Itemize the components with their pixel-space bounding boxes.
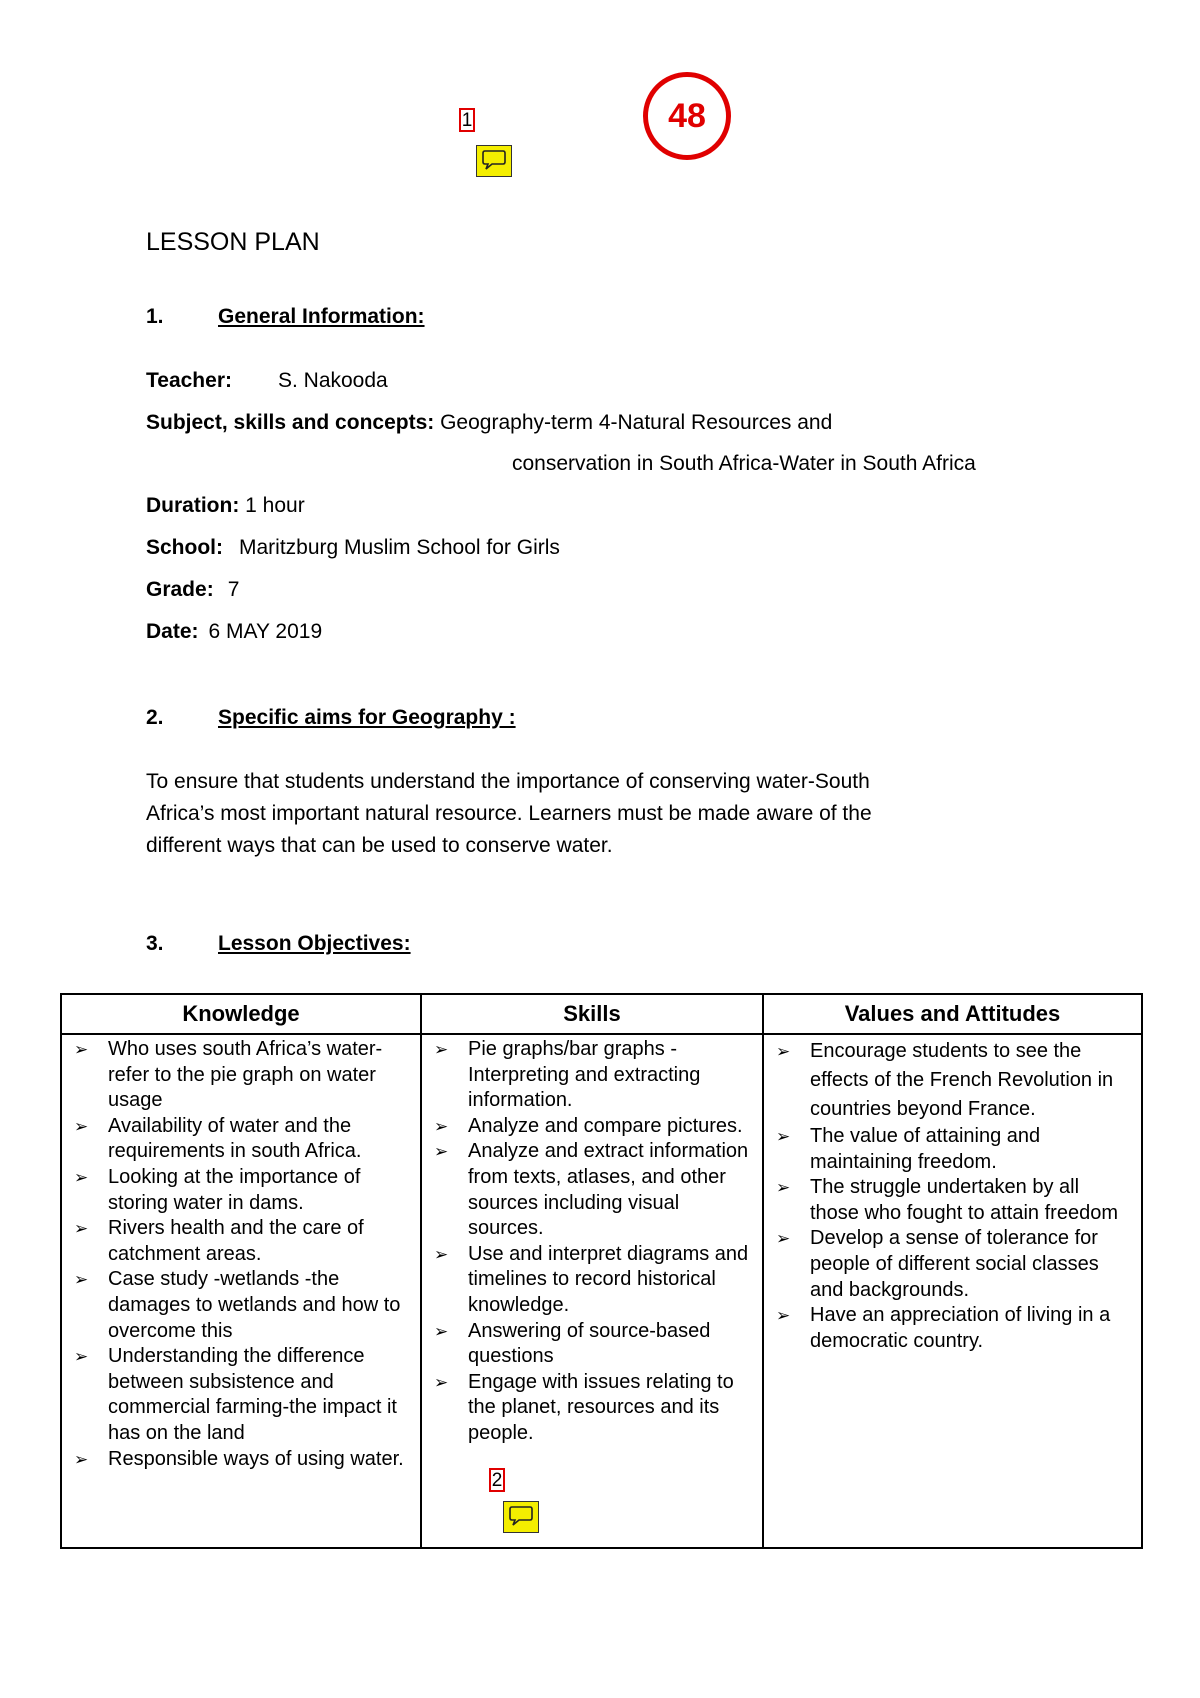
list-item: ➢ Encourage students to see the effects of the French Revolution in countries beyond France. [810,1037,1133,1124]
header-skills: Skills [421,994,763,1034]
annotation-marker-2[interactable]: 2 [489,1468,505,1492]
list-item: ➢ Use and interpret diagrams and timelines to record historical knowledge. [468,1242,754,1319]
duration-row: Duration: 1 hour [146,494,305,517]
list-item: ➢ Who uses south Africa’s water-refer to the pie graph on water usage [108,1037,412,1114]
list-item: ➢ Develop a sense of tolerance for people of different social classes and backgrounds. [810,1226,1133,1303]
subject-row: Subject, skills and concepts: Geography-term 4-Natural Resources and [146,411,833,434]
annotation-marker-1[interactable]: 1 [459,108,475,132]
header-knowledge: Knowledge [61,994,421,1034]
speech-bubble-icon [481,149,507,171]
aims-paragraph: To ensure that students understand the importance of conserving water-South Africa’s most important natural resource. Learners must be made aware of the different ways that can be used to conserve water. [146,770,872,857]
score-circle: 48 [643,72,731,160]
list-item: ➢ The struggle undertaken by all those who fought to attain freedom [810,1175,1133,1226]
list-item: ➢ Answering of source-based questions [468,1319,754,1370]
subject-row-continued: conservation in South Africa-Water in South Africa [512,452,976,475]
list-item: ➢ Looking at the importance of storing water in dams. [108,1165,412,1216]
list-item: ➢ Pie graphs/bar graphs - Interpreting and extracting information. [468,1037,754,1114]
skills-cell [421,1034,763,1548]
page-title: LESSON PLAN [146,228,320,256]
section-heading-aims: 2. Specific aims for Geography : [146,706,516,729]
values-cell [763,1034,1142,1548]
list-item: ➢ Engage with issues relating to the planet, resources and its people. [468,1370,754,1447]
list-item: ➢ Have an appreciation of living in a democratic country. [810,1303,1133,1354]
list-item: ➢ The value of attaining and maintaining freedom. [810,1124,1133,1175]
speech-bubble-icon [508,1505,534,1527]
list-item: ➢ Availability of water and the requirements in south Africa. [108,1114,412,1165]
header-values: Values and Attitudes [763,994,1142,1034]
list-item: ➢ Understanding the difference between subsistence and commercial farming-the impact it has on the land [108,1344,412,1446]
knowledge-cell [61,1034,421,1548]
comment-icon-2[interactable] [503,1501,539,1533]
date-row: Date: 6 MAY 2019 [146,620,323,643]
list-item: ➢ Analyze and extract information from texts, atlases, and other sources including visual sources. [468,1139,754,1241]
teacher-row: Teacher: S. Nakooda [146,369,388,392]
comment-icon[interactable] [476,145,512,177]
section-heading-general: 1. General Information: [146,305,425,328]
objectives-table [60,993,1143,1549]
list-item: ➢ Rivers health and the care of catchment areas. [108,1216,412,1267]
list-item: ➢ Case study -wetlands -the damages to wetlands and how to overcome this [108,1267,412,1344]
school-row: School: Maritzburg Muslim School for Girls [146,536,560,559]
grade-row: Grade: 7 [146,578,240,601]
list-item: ➢ Analyze and compare pictures. [468,1114,754,1140]
section-heading-objectives: 3. Lesson Objectives: [146,932,411,955]
list-item: ➢ Responsible ways of using water. [108,1447,412,1473]
